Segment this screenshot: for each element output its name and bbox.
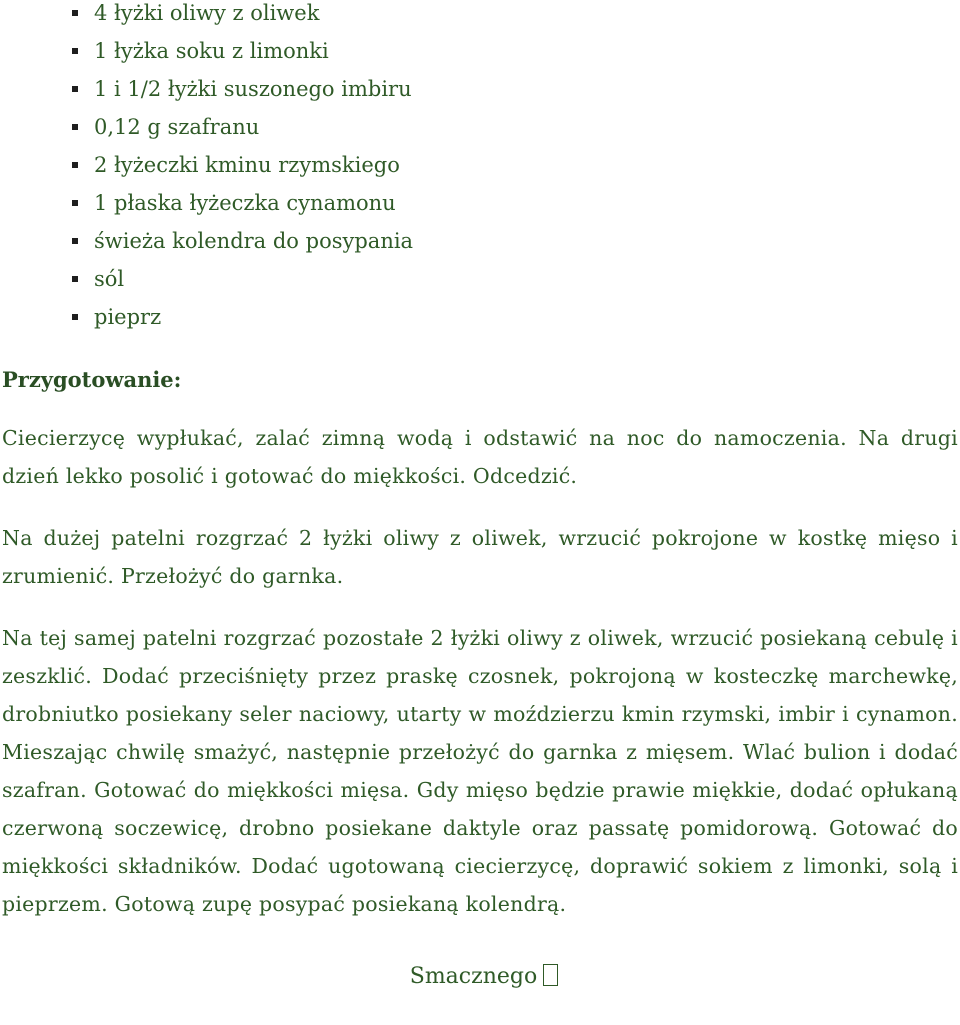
preparation-step: Ciecierzycę wypłukać, zalać zimną wodą i odstawić na noc do namoczenia. Na drugi dzień lekko posolić i gotować do miękkości. Odcedzić. [2, 426, 958, 488]
ingredient-text: 1 i 1/2 łyżki suszonego imbiru [94, 77, 412, 101]
emoji-placeholder-icon [543, 964, 558, 986]
list-item [74, 70, 958, 108]
bullet-icon [72, 10, 78, 16]
bullet-icon [72, 314, 78, 320]
sign-off-text: Smacznego [409, 964, 538, 989]
bullet-icon [72, 200, 78, 206]
sign-off [2, 962, 958, 992]
ingredient-text: świeża kolendra do posypania [94, 229, 414, 253]
list-item [74, 108, 958, 146]
list-item [74, 260, 958, 298]
preparation-heading: Przygotowanie: [2, 367, 182, 392]
bullet-icon [72, 238, 78, 244]
preparation-step: Na dużej patelni rozgrzać 2 łyżki oliwy z oliwek, wrzucić pokrojone w kostkę mięso i zrumienić. Przełożyć do garnka. [2, 526, 958, 588]
list-item [74, 184, 958, 222]
list-item [74, 146, 958, 184]
ingredient-text: 1 płaska łyżeczka cynamonu [94, 191, 396, 215]
list-item [74, 222, 958, 260]
preparation-step: Na tej samej patelni rozgrzać pozostałe 2 łyżki oliwy z oliwek, wrzucić posiekaną cebulę i zeszklić. Dodać przeciśnięty przez praskę czosnek, pokrojoną w kosteczkę marchewkę, drobniutko posiekany seler naciowy, utarty w moździerzu kmin rzymski, imbir i cynamon. Mieszając chwilę smażyć, następnie przełożyć do garnka z mięsem. Wlać bulion i dodać szafran. Gotować do miękkości mięsa. Gdy mięso będzie prawie miękkie, dodać opłukaną czerwoną soczewicę, drobno posiekane daktyle oraz passatę pomidorową. Gotować do miękkości składników. Dodać ugotowaną ciecierzycę, doprawić sokiem z limonki, solą i pieprzem. Gotową zupę posypać posiekaną kolendrą. [2, 626, 958, 916]
bullet-icon [72, 276, 78, 282]
bullet-icon [72, 86, 78, 92]
ingredient-text: 1 łyżka soku z limonki [94, 39, 329, 63]
bullet-icon [72, 124, 78, 130]
ingredient-text: 0,12 g szafranu [94, 115, 260, 139]
bullet-icon [72, 162, 78, 168]
ingredient-text: 4 łyżki oliwy z oliwek [94, 1, 320, 25]
ingredients-list [2, 0, 958, 336]
list-item [74, 0, 958, 32]
list-item [74, 298, 958, 336]
ingredient-text: 2 łyżeczki kminu rzymskiego [94, 153, 400, 177]
ingredient-text: sól [94, 267, 125, 291]
list-item [74, 32, 958, 70]
ingredient-text: pieprz [94, 305, 162, 329]
bullet-icon [72, 48, 78, 54]
